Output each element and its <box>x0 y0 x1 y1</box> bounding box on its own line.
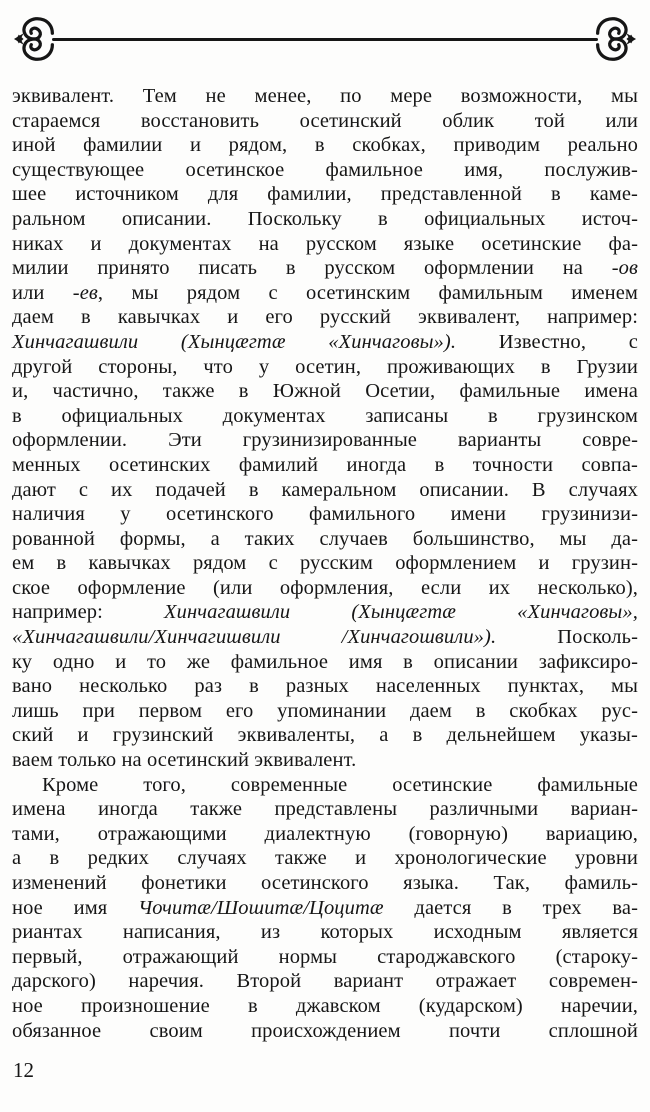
text-segment: дарского) наречия. Второй вариант отражает современ- <box>12 970 638 993</box>
text-segment: риантах написания, из которых исходным является <box>12 921 638 944</box>
text-segment: шее источником для фамилии, представленной в каме- <box>12 183 638 206</box>
text-line <box>12 773 638 798</box>
text-segment: дают с их подачей в камеральном описании. В случаях <box>12 478 638 501</box>
text-segment: лишь при первом его упоминании даем в скобках рус- <box>12 699 638 722</box>
text-line <box>12 994 638 1019</box>
text-segment: милии принято писать в русском оформлении на <box>12 257 612 280</box>
italic-text-segment: -ев <box>72 281 98 304</box>
text-line <box>12 478 638 503</box>
text-segment: и, частично, также в Южной Осетии, фамильные имена <box>12 380 638 403</box>
text-line <box>12 797 638 822</box>
text-line <box>12 699 638 724</box>
text-segment: ральном описании. Поскольку в официальных источ- <box>12 207 638 230</box>
text-block <box>12 84 638 1043</box>
text-line <box>12 896 638 921</box>
text-segment: наличия у осетинского фамильного имени грузинизи- <box>12 503 638 526</box>
right-scroll-icon <box>589 13 637 65</box>
italic-text-segment: Хинчагашвили (Хынцæгтæ «Хинчаговы», <box>164 601 638 624</box>
text-line <box>12 182 638 207</box>
text-segment: ское оформление (или оформления, если их несколько), <box>12 576 638 599</box>
text-line <box>12 84 638 109</box>
text-line <box>12 281 638 306</box>
text-segment: ем в кавычках рядом с русским оформлением и грузин- <box>12 552 638 575</box>
ornament-rule <box>52 38 598 41</box>
text-segment: даем в кавычках и его русский эквивалент, например: <box>12 306 638 329</box>
text-segment: первый, отражающий нормы староджавского (староку- <box>12 945 638 968</box>
text-line <box>12 551 638 576</box>
text-segment: ваем только на осетинский эквивалент. <box>12 749 357 772</box>
text-segment: например: <box>12 601 165 624</box>
text-segment: менных осетинских фамилий иногда в точности совпа- <box>12 453 638 476</box>
text-segment: ное имя <box>12 896 139 919</box>
text-line <box>12 871 638 896</box>
text-line <box>12 600 638 625</box>
text-segment: , мы рядом с осетинским фамильным именем <box>97 281 638 304</box>
text-line <box>12 502 638 527</box>
text-line <box>12 453 638 478</box>
text-segment: тами, отражающими диалектную (говорную) вариацию, <box>12 822 638 845</box>
text-line <box>12 969 638 994</box>
text-line <box>12 133 638 158</box>
italic-text-segment: Чочитæ/Шошитæ/Цоцитæ <box>138 896 384 919</box>
text-segment: никах и документах на русском языке осетинские фа- <box>12 232 638 255</box>
page-number: 12 <box>13 1058 34 1082</box>
text-line <box>12 748 638 773</box>
text-line <box>12 404 638 429</box>
text-line <box>12 305 638 330</box>
italic-text-segment: «Хинчагашвили/Хинчагишвили /Хинчагошвили»). <box>12 626 497 649</box>
text-segment: имена иногда также представлены различными вариан- <box>12 798 638 821</box>
text-line <box>12 650 638 675</box>
text-segment: Посколь- <box>496 626 638 649</box>
text-segment: рованной формы, а таких случаев большинство, мы да- <box>12 527 638 550</box>
italic-text-segment: -ов <box>611 257 638 280</box>
text-segment: Известно, с <box>456 330 638 353</box>
text-segment: ное произношение в джавском (кударском) наречии, <box>12 994 638 1017</box>
text-line <box>12 207 638 232</box>
text-line <box>12 232 638 257</box>
text-line <box>12 355 638 380</box>
italic-text-segment: Хинчагашвили (Хынцæгтæ «Хинчаговы»). <box>12 330 457 353</box>
text-line <box>12 846 638 871</box>
text-line <box>12 1019 638 1044</box>
text-line <box>12 822 638 847</box>
text-line <box>12 945 638 970</box>
text-segment: ский и грузинский эквиваленты, а в дельнейшем указы- <box>12 724 638 747</box>
text-line <box>12 330 638 355</box>
text-segment: обязанное своим происхождением почти сплошной <box>12 1019 638 1042</box>
text-line <box>12 256 638 281</box>
text-segment: или <box>12 281 73 304</box>
text-segment: существующее осетинское фамильное имя, послужив- <box>12 158 638 181</box>
text-segment: дается в трех ва- <box>383 896 639 919</box>
text-segment: ку одно и то же фамильное имя в описании зафиксиро- <box>12 650 638 673</box>
header-ornament <box>13 13 637 65</box>
text-segment: стараемся восстановить осетинский облик той или <box>12 109 638 132</box>
text-segment: оформлении. Эти грузинизированные варианты совре- <box>12 429 638 452</box>
text-line <box>12 527 638 552</box>
text-segment: в официальных документах записаны в грузинском <box>12 404 638 427</box>
text-line <box>12 674 638 699</box>
text-segment: Кроме того, современные осетинские фамильные <box>42 773 638 796</box>
text-segment: а в редких случаях также и хронологические уровни <box>12 847 638 870</box>
text-line <box>12 625 638 650</box>
text-segment: иной фамилии и рядом, в скобках, приводим реально <box>12 134 638 157</box>
text-line <box>12 109 638 134</box>
text-line <box>12 428 638 453</box>
text-segment: другой стороны, что у осетин, проживающих в Грузии <box>12 355 638 378</box>
text-line <box>12 576 638 601</box>
text-line <box>12 723 638 748</box>
text-line <box>12 158 638 183</box>
text-line <box>12 379 638 404</box>
text-segment: вано несколько раз в разных населенных пунктах, мы <box>12 675 638 698</box>
text-segment: эквивалент. Тем не менее, по мере возможности, мы <box>12 85 638 107</box>
text-segment: изменений фонетики осетинского языка. Так, фамиль- <box>12 872 638 894</box>
text-line <box>12 920 638 945</box>
